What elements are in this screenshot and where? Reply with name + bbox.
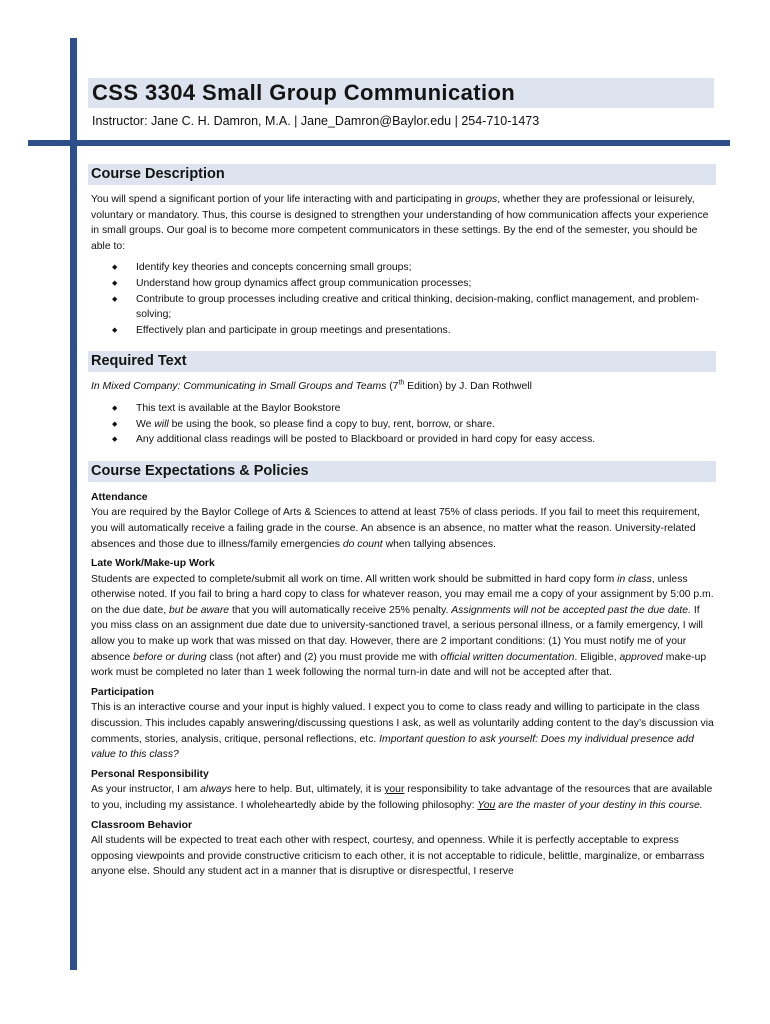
course-description-heading: Course Description: [88, 164, 716, 185]
document-body: [88, 164, 716, 880]
text-run: make-up work must be completed no later than 1 week following the normal turn-in date and will not be accepted after that.: [91, 651, 707, 679]
text-run: that you will automatically receive 25% penalty.: [229, 604, 452, 616]
text-run: You are required by the Baylor College of Arts & Sciences to attend at least 75% of class periods. If you fail to meet this requirement, you will automatically receive a failing grade in the course. An absence is an absence, no matter what the reason. University-related absences and those due to illness/family emergencies: [91, 507, 700, 550]
required-text-list: [88, 401, 716, 448]
vertical-accent-bar: [70, 38, 77, 970]
list-item: [88, 417, 716, 433]
text-run: If you miss class on an assignment due date due to university-sanctioned travel, a serious personal illness, or a family emergency, I will allow you to make up work that was missed on that day. However, there are 2 important conditions: (1) You must notify me of your absence: [91, 604, 703, 663]
text-emphasis: are the master of your destiny in this course.: [495, 800, 703, 811]
text-run: be using the book, so please find a copy to buy, rent, borrow, or share.: [168, 418, 495, 430]
list-item: ◆ Understand how group dynamics affect group communication processes;: [88, 276, 716, 292]
text-underline-emphasis: You: [477, 800, 496, 811]
text-run: (7: [386, 381, 399, 393]
list-item: ◆ Identify key theories and concepts concerning small groups;: [88, 260, 716, 276]
text-run: class (not after) and (2) you must provide me with: [206, 651, 441, 663]
text-emphasis: groups: [465, 194, 498, 205]
text-emphasis: will: [154, 418, 169, 430]
text-run: responsibility to take advantage of the resources that are available to you, including my assistance. I wholeheartedly abide by the following philosophy:: [91, 784, 713, 811]
text-run: Students are expected to complete/submit all work on time. All written work should be submitted in hard copy form: [91, 573, 618, 585]
attendance-heading: Attendance: [91, 491, 148, 503]
policies-heading: Course Expectations & Policies: [88, 461, 716, 482]
text-emphasis: always: [200, 784, 232, 796]
list-item: ◆ Any additional class readings will be posted to Blackboard or provided in hard copy for easy access.: [88, 432, 716, 448]
behavior-text: All students will be expected to treat each other with respect, courtesy, and openness. While it is perfectly acceptable to express opposing viewpoints and provide constructive criticism to each other, it is not acceptable to ridicule, belittle, marginalize, or embarrass anyone else. Should any student act in a manner that is disruptive or disrespectful, I reserve: [91, 835, 705, 878]
responsibility-text: [88, 782, 716, 813]
text-emphasis: approved: [619, 651, 663, 663]
text-emphasis: do count: [342, 538, 383, 550]
responsibility-heading: Personal Responsibility: [91, 768, 209, 780]
page-title: CSS 3304 Small Group Communication: [88, 78, 714, 108]
text-superscript: th: [398, 379, 405, 387]
text-emphasis: Important question to ask yourself: Does my individual presence add value to this class?: [91, 733, 694, 761]
list-item: ◆ Effectively plan and participate in group meetings and presentations.: [88, 323, 716, 339]
participation-text: [88, 700, 716, 762]
list-item: ◆ Contribute to group processes including creative and critical thinking, decision-making, conflict management, and problem-solving;: [88, 292, 716, 323]
text-run: As your instructor, I am: [91, 784, 201, 796]
course-goals-list: [88, 260, 716, 338]
text-run: . Eligible,: [574, 651, 620, 663]
text-run: , whether they are professional or leisurely, voluntary or mandatory. Thus, this course is designed to strengthen your understanding of how communication affects your experience in small groups. Our goal is to become more competent communicators in these settings. By the end of the semester, you should be able to:: [91, 194, 709, 252]
text-run: Edition) by J. Dan Rothwell: [404, 381, 532, 393]
late-work-text: [88, 572, 716, 681]
text-run: We: [136, 418, 155, 430]
horizontal-accent-bar: [28, 140, 730, 146]
text-underline: your: [384, 784, 405, 796]
participation-heading: Participation: [91, 686, 154, 698]
late-work-heading: Late Work/Make-up Work: [91, 558, 215, 570]
text-emphasis: in class: [617, 573, 652, 585]
text-run: , unless otherwise noted. If you fail to bring a hard copy to class for whatever reason, you may email me a copy of your assignment by 5:00 p.m. on the due date,: [91, 573, 714, 616]
text-emphasis: Assignments will not be accepted past the due date.: [451, 604, 691, 616]
attendance-text: [88, 505, 716, 552]
text-run: when tallying absences.: [382, 538, 496, 550]
required-book: [88, 379, 716, 395]
text-emphasis: but be aware: [169, 604, 230, 616]
text-emphasis: official written documentation: [440, 651, 575, 663]
book-title: In Mixed Company: Communicating in Small Groups and Teams: [91, 381, 387, 393]
required-text-heading: Required Text: [88, 351, 716, 372]
text-emphasis: before or during: [133, 651, 207, 663]
text-run: here to help. But, ultimately, it is: [231, 784, 385, 796]
list-item: ◆ This text is available at the Baylor Bookstore: [88, 401, 716, 417]
text-run: This is an interactive course and your input is highly valued. I expect you to come to class ready and willing to participate in the class discussion. This includes capably answering/discussing questions I ask, as well as voluntarily adding content to the day’s discussion via comments, stories, analysis, critique, personal reflections, etc.: [91, 702, 714, 745]
text-run: You will spend a significant portion of your life interacting with and participating in: [91, 194, 466, 205]
course-description-text: [88, 192, 716, 254]
behavior-heading: Classroom Behavior: [91, 819, 193, 831]
instructor-contact: Instructor: Jane C. H. Damron, M.A. | Jane_Damron@Baylor.edu | 254-710-1473: [92, 114, 540, 128]
